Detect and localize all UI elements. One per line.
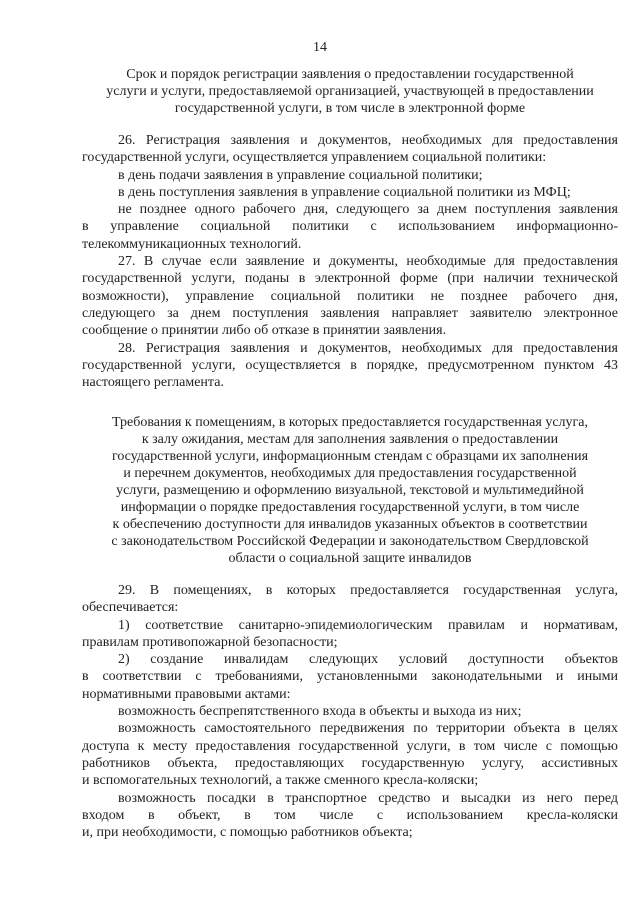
text-line: настоящего регламента. xyxy=(82,375,224,391)
text-line: и вспомогательных технологий, а также сменного кресла-коляски; xyxy=(82,773,479,789)
paragraph-26 xyxy=(82,132,618,167)
heading-line: с законодательством Российской Федерации и законодательством Свердловской xyxy=(111,534,589,549)
section-body-registration xyxy=(82,132,618,391)
paragraph-27 xyxy=(82,253,618,339)
heading-line: к обеспечению доступности для инвалидов указанных объектов в соответствии xyxy=(112,517,588,532)
paragraph-list-item xyxy=(82,703,618,720)
text-line: возможность самостоятельного передвижения по территории объекта в целях xyxy=(118,721,618,737)
text-line: 2) создание инвалидам следующих условий доступности объектов xyxy=(118,652,618,668)
text-line: обеспечивается: xyxy=(82,600,179,616)
heading-line: к залу ожидания, местам для заполнения заявления о предоставлении xyxy=(141,432,559,447)
paragraph-list-item xyxy=(82,617,618,652)
text-line: телекоммуникационных технологий. xyxy=(82,236,302,252)
text-line: в соответствии с требованиями, установленными законодательными и иными xyxy=(82,669,618,685)
paragraph-list-item xyxy=(82,790,618,842)
paragraph-list-item xyxy=(82,720,618,789)
heading-line: и перечнем документов, необходимых для предоставления государственной xyxy=(123,466,577,481)
heading-line: услуги и услуги, предоставляемой организацией, участвующей в предоставлении xyxy=(106,84,594,99)
heading-line: государственной услуги, информационным стендам с образцами их заполнения xyxy=(111,449,589,464)
text-line: 27. В случае если заявление и документы, необходимые для предоставления xyxy=(118,254,618,270)
text-line: входом в объект, в том числе с использованием кресла-коляски xyxy=(82,807,618,823)
heading-line: области о социальной защите инвалидов xyxy=(228,551,472,566)
text-line: сообщение о принятии либо об отказе в принятии заявления. xyxy=(82,323,447,339)
text-line: и, при необходимости, с помощью работников объекта; xyxy=(82,825,413,841)
text-line: государственной услуги, поданы в электронной форме (при наличии технической xyxy=(82,271,618,287)
heading-line: Срок и порядок регистрации заявления о предоставлении государственной xyxy=(126,67,574,82)
text-line: не позднее одного рабочего дня, следующего за днем поступления заявления xyxy=(118,202,618,218)
text-line: государственной услуги, осуществляется управлением социальной политики: xyxy=(82,150,547,166)
text-line: государственной услуги, осуществляется в порядке, предусмотренном пунктом 43 xyxy=(82,357,618,373)
paragraph-list-item xyxy=(82,167,618,184)
text-line: возможности), управление социальной политики не позднее рабочего дня, xyxy=(82,288,618,304)
paragraph-28 xyxy=(82,340,618,392)
section-heading-premises xyxy=(82,414,618,567)
text-line: в день поступления заявления в управление социальной политики из МФЦ; xyxy=(118,184,571,200)
page-number: 14 xyxy=(313,40,327,55)
text-line: доступа к месту предоставления государственной услуги, в том числе с помощью xyxy=(82,738,618,754)
section-heading-registration xyxy=(82,66,618,117)
text-line: возможность беспрепятственного входа в объекты и выхода из них; xyxy=(118,704,522,720)
text-line: в управление социальной политики с использованием информационно- xyxy=(82,219,618,235)
heading-line: государственной услуги, в том числе в электронной форме xyxy=(174,101,526,116)
paragraph-list-item xyxy=(82,184,618,201)
paragraph-list-item xyxy=(82,651,618,703)
section-body-premises xyxy=(82,582,618,841)
paragraph-list-item xyxy=(82,201,618,253)
paragraph-29 xyxy=(82,582,618,617)
text-line: 1) соответствие санитарно-эпидемиологическим правилам и нормативам, xyxy=(118,617,618,633)
text-line: в день подачи заявления в управление социальной политики; xyxy=(118,167,483,183)
text-line: нормативными правовыми актами: xyxy=(82,686,291,702)
text-line: правилам противопожарной безопасности; xyxy=(82,634,338,650)
text-line: возможность посадки в транспортное средство и высадки из него перед xyxy=(118,790,618,806)
text-line: следующего за днем поступления заявления направляет заявителю электронное xyxy=(82,305,618,321)
text-line: 29. В помещениях, в которых предоставляется государственная услуга, xyxy=(118,583,618,598)
heading-line: услуги, размещению и оформлению визуальной, текстовой и мультимедийной xyxy=(116,483,584,498)
text-line: 28. Регистрация заявления и документов, необходимых для предоставления xyxy=(118,340,618,356)
heading-line: Требования к помещениям, в которых предоставляется государственная услуга, xyxy=(112,415,588,430)
text-line: работников объекта, предоставляющих государственную услугу, ассистивных xyxy=(82,755,618,771)
text-line: 26. Регистрация заявления и документов, необходимых для предоставления xyxy=(118,133,618,148)
heading-line: информации о порядке предоставления государственной услуги, в том числе xyxy=(120,500,580,515)
